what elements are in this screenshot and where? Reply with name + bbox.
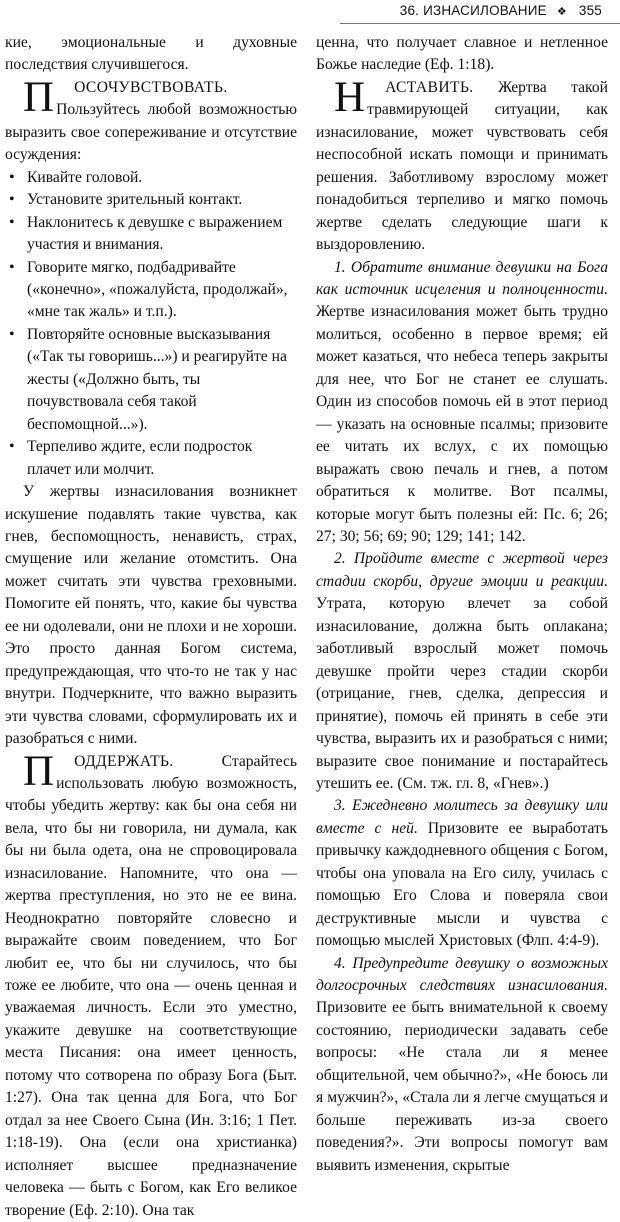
drop-cap: П (5, 754, 54, 790)
drop-cap: П (5, 80, 54, 116)
page-number: 355 (579, 3, 602, 18)
list-item: • Терпеливо ждите, если подросток плачет или молчит. (27, 436, 297, 481)
left-column (5, 32, 297, 1222)
step-4 (316, 953, 608, 1178)
drop-cap: Н (316, 80, 365, 116)
step-3 (316, 795, 608, 952)
step-2 (316, 548, 608, 795)
list-item: • Говорите мягко, подбадривайте («конечно», «пожалуйста, продолжай», «мне так жаль» и т.п.). (27, 257, 297, 324)
header-rule (340, 23, 620, 24)
chapter-title: 36. ИЗНАСИЛОВАНИЕ (400, 3, 547, 18)
list-item: • Кивайте головой. (27, 167, 297, 189)
step-text: Призовите ее быть внимательной к своему состоянию, периодически задавать себе вопросы: «Не стала ли я менее общительной, чем обычно?», «Не боюсь ли я мужчин?», «Стала ли я легче смущаться и больше переживать из-за своего поведения?». Эти вопросы помогут вам выявить изменения, скрытые (316, 999, 608, 1173)
step-text: Утрата, которую влечет за собой изнасилование, должна быть оплакана; заботливый взрослый может помочь девушке пройти через стадии скорби (отрицание, гнев, сделка, депрессия и принятие), помочь ей принять в себе эти чувства, выразить их и разобраться с ними; выразите свое понимание и постарайтесь утешить ее. (См. тж. гл. 8, «Гнев».) (316, 595, 608, 792)
section-heading: ОДДЕРЖАТЬ. (74, 753, 174, 770)
step-title: 1. Обратите внимание девушки на Бога как источник исцеления и полноценности. (316, 259, 608, 298)
section-heading: АСТАВИТЬ. (385, 79, 474, 96)
list-item: • Наклонитесь к девушке с выражением участия и внимания. (27, 212, 297, 257)
step-text: Жертве изнасилования может быть трудно молиться, особенно в первое время; ей может казаться, что небеса теперь закрыты для нее, что Бог не станет ее слушать. Один из способов помочь ей в этот период — указать на основные псалмы; призовите ее читать их вслух, с их помощью выражать свою печаль и гнев, а потом обратиться к молитве. Вот псалмы, которые могут быть полезны ей: Пс. 6; 26; 27; 30; 56; 69; 90; 129; 141; 142. (316, 303, 608, 545)
section-sochuvstvovat (5, 77, 297, 167)
section-heading: ОСОЧУВСТВОВАТЬ. (74, 79, 228, 96)
right-column (316, 32, 608, 1177)
paragraph: У жертвы изнасилования возникнет искушение подавлять такие чувства, как гнев, беспомощность, ненависть, страх, смущение или желание отомстить. Она может считать эти чувства греховными. Помогите ей понять, что, какие бы чувства ее ни одолевали, они не плохи и не хороши. Это просто данная Богом система, предупреждающая, что что-то не так у нас внутри. Подчеркните, что важно выразить эти чувства словами, сформулировать их и разобраться с ними. (5, 481, 297, 750)
step-title: 4. Предупредите девушку о возможных долгосрочных следствиях изнасилования. (316, 955, 608, 994)
right-intro: ценна, что получает славное и нетленное Божье наследие (Еф. 1:18). (316, 32, 608, 77)
left-intro: кие, эмоциональные и духовные последствия случившегося. (5, 32, 297, 77)
ornament-icon: ❖ (557, 6, 567, 18)
page-header (0, 3, 620, 21)
section-nastavit (316, 77, 608, 257)
list-item: • Повторяйте основные высказывания («Так ты говоришь...») и реагируйте на жесты («Должно быть, ты почувствовала себя такой беспомощной...»). (27, 324, 297, 436)
step-1 (316, 257, 608, 549)
running-head (400, 3, 602, 18)
bullet-list (5, 167, 297, 481)
section-text: Жертва такой травмирующей ситуации, как изнасилование, может чувствовать себя неспособной искать помощи и принимать решения. Заботливому взрослому может понадобиться терпеливо и мягко помочь жертве сделать следующие шаги к выздоровлению. (316, 79, 608, 253)
step-title: 2. Пройдите вместе с жертвой через стадии скорби, другие эмоции и реакции. (316, 550, 608, 589)
section-text: Пользуйтесь любой возможностью выразить свое сопереживание и отсутствие осуждения: (5, 101, 297, 163)
section-podderzhat (5, 751, 297, 1222)
step-title: 3. Ежедневно молитесь за девушку или вместе с ней. (316, 797, 608, 836)
step-text: Призовите ее выработать привычку каждодневного общения с Богом, чтобы она уповала на Его силу, училась с помощью Его Слова и поверяла свои деструктивные мысли и чувства с помощью мыслей Христовых (Флп. 4:4-9). (316, 820, 608, 949)
list-item: • Установите зрительный контакт. (27, 189, 297, 211)
section-text: Старайтесь использовать любую возможность, чтобы убедить жертву: как бы она себя ни вела, что бы ни говорила, ни думала, как бы ни была одета, она не спровоцировала изнасилование. Напомните, что она — жертва преступления, но это не ее вина. Неоднократно повторяйте словесно и выражайте своим поведением, что Бог любит ее, что бы ни случилось, что бы тоже ее любите, что она — очень ценная и уважаемая личность. Если это уместно, укажите девушке на соответствующие места Писания: она имеет ценность, потому что сотворена по образу Бога (Быт. 1:27). Она так ценна для Бога, что Бог отдал за нее Своего Сына (Ин. 3:16; 1 Пет. 1:18-19). Она (если она христианка) исполняет высшее предназначение человека — быть с Богом, как Его великое творение (Еф. 2:10). Она так (5, 753, 297, 1219)
